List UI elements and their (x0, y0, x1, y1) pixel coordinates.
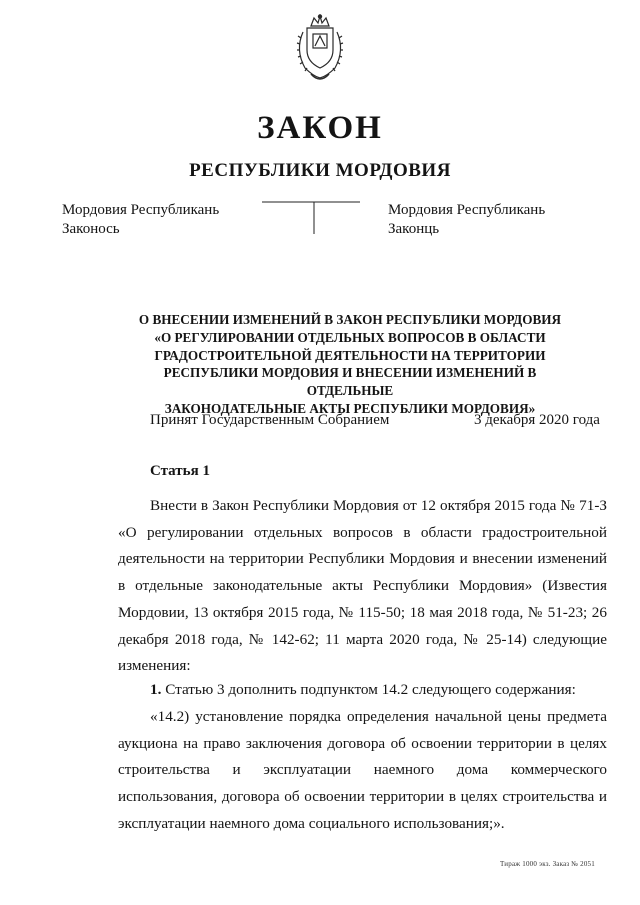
accepted-by: Принят Государственным Собранием (150, 412, 390, 428)
law-title-line: «О РЕГУЛИРОВАНИИ ОТДЕЛЬНЫХ ВОПРОСОВ В ОБЛАСТИ (154, 329, 546, 345)
law-title-line: ЗАКОНОДАТЕЛЬНЫЕ АКТЫ РЕСПУБЛИКИ МОРДОВИЯ» (164, 400, 536, 416)
document-subtitle: РЕСПУБЛИКИ МОРДОВИЯ (189, 160, 451, 181)
article-intro-paragraph: Внести в Закон Республики Мордовия от 12 октября 2015 года № 71-З «О регулировании отдельных вопросов в области градостроительной деятельности на территории Республики Мордовия и внесении изменений в отдельные законодательные акты Республики Мордовия» (Известия Мордовии, 13 октября 2015 года, № 115-50; 18 мая 2018 года, № 51-23; 26 декабря 2018 года, № 142-62; 11 марта 2020 года, № 25-14) следующие изменения: (118, 497, 607, 675)
law-title-line: РЕСПУБЛИКИ МОРДОВИЯ И ВНЕСЕНИИ ИЗМЕНЕНИЙ В ОТДЕЛЬНЫЕ (163, 365, 537, 399)
article-heading: Статья 1 (150, 463, 210, 479)
header-left-line: Мордовия Республикань (62, 202, 220, 218)
law-title-line: ГРАДОСТРОИТЕЛЬНОЙ ДЕЯТЕЛЬНОСТИ НА ТЕРРИТОРИИ (154, 347, 546, 363)
law-title-line: О ВНЕСЕНИИ ИЗМЕНЕНИЙ В ЗАКОН РЕСПУБЛИКИ МОРДОВИЯ (138, 312, 562, 327)
article-quote-paragraph: «14.2) установление порядка определения начальной цены предмета аукциона на право заключения договора об освоении территории в целях строительства и эксплуатации наемного дома коммерческого использования, договора об освоении территории в целях строительства и эксплуатации наемного дома социального использования;». (118, 708, 607, 832)
header-left-line: Законось (62, 221, 120, 237)
item-text: Статью 3 дополнить подпунктом 14.2 следующего содержания: (165, 681, 576, 698)
coat-of-arms-emblem (291, 14, 349, 86)
header-right-line: Законць (388, 221, 440, 237)
print-info: Тираж 1000 экз. Заказ № 2051 (500, 860, 595, 868)
accepted-date: 3 декабря 2020 года (474, 412, 600, 428)
header-right-erzya (388, 201, 545, 239)
header-right-line: Мордовия Республикань (388, 202, 546, 218)
article-item-paragraph (118, 677, 607, 704)
header-left-moksha (62, 201, 219, 239)
header-separator (262, 200, 360, 236)
document-title: ЗАКОН (257, 110, 383, 146)
law-title (130, 311, 570, 418)
item-number: 1. (150, 681, 162, 698)
